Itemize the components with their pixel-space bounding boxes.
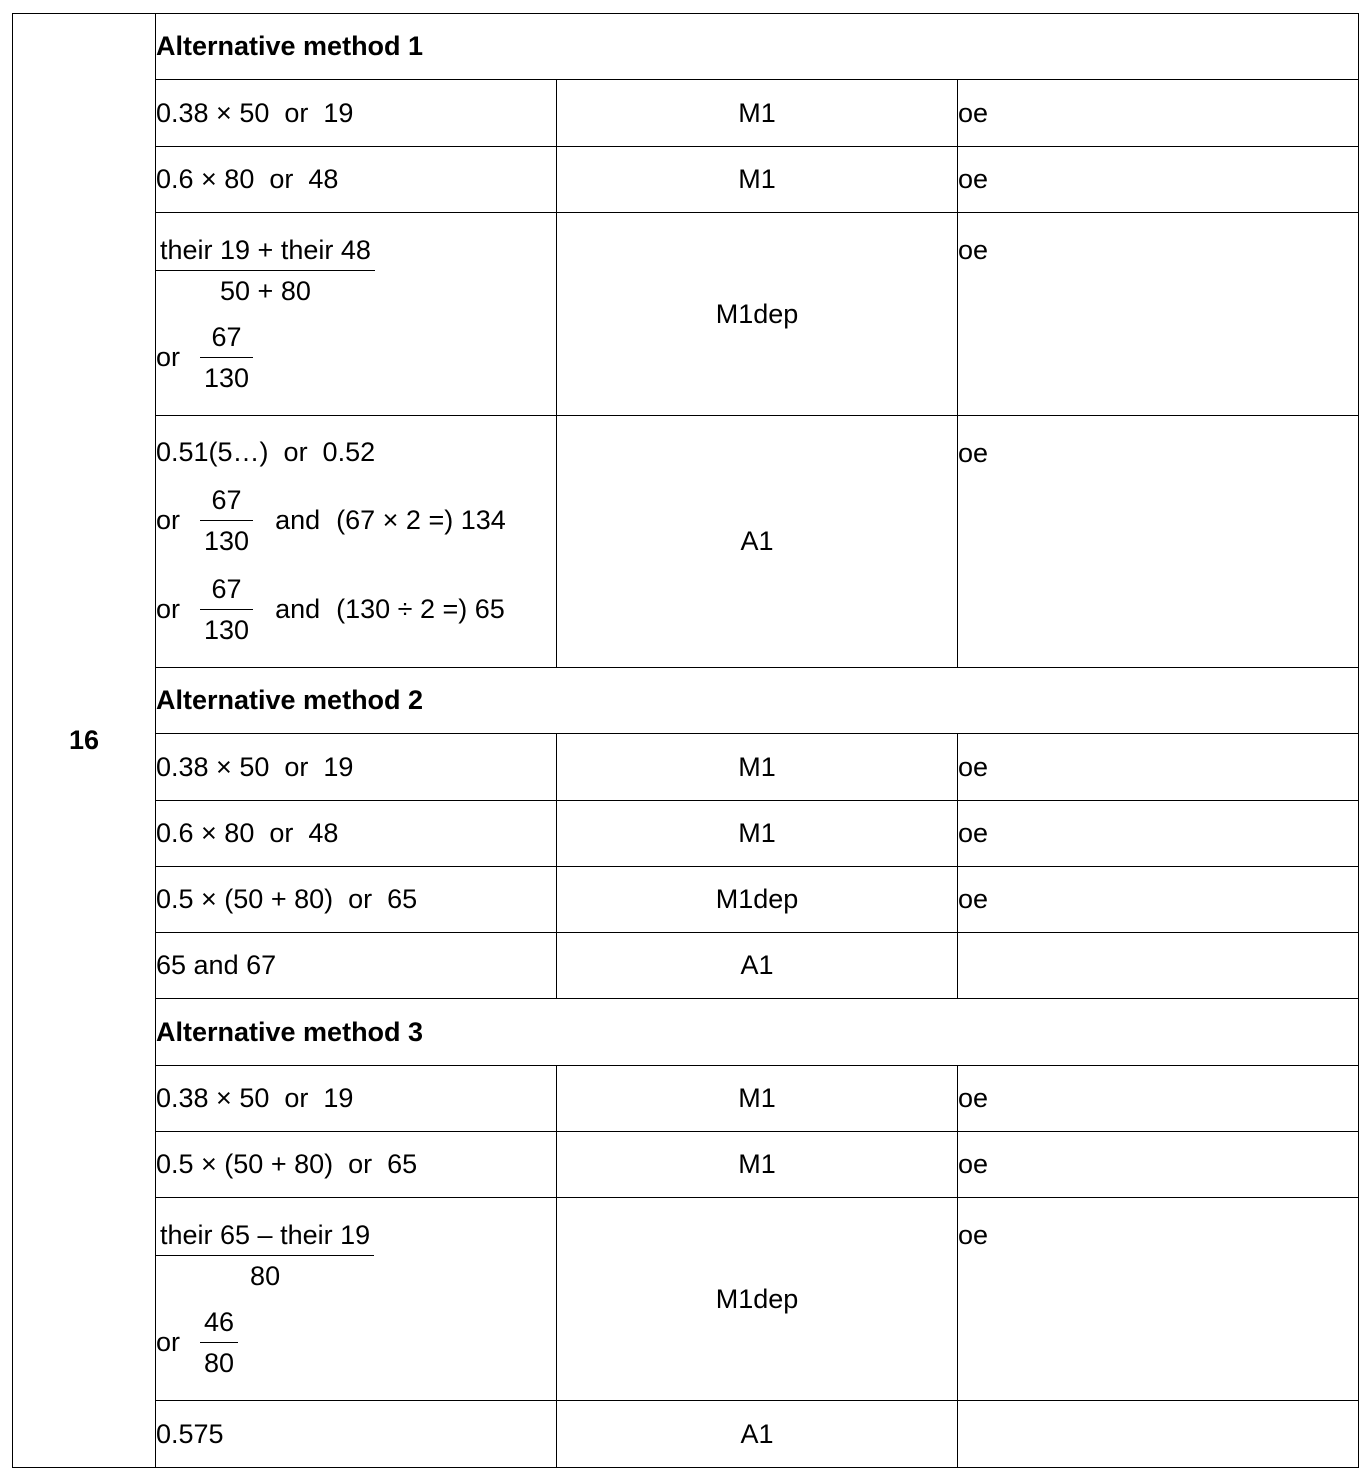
comment-cell: oe xyxy=(958,416,1359,668)
fraction-numerator: 67 xyxy=(200,484,253,521)
table-row xyxy=(13,1132,1359,1198)
table-row xyxy=(13,80,1359,147)
mark-cell: M1dep xyxy=(557,867,958,933)
fraction xyxy=(156,234,375,307)
mark-scheme-table xyxy=(12,13,1359,1468)
fraction-denominator: 130 xyxy=(204,526,250,556)
and-text: and xyxy=(275,594,321,624)
fraction-numerator: 46 xyxy=(200,1306,238,1343)
comment-cell: oe xyxy=(958,213,1359,416)
mark-cell: M1 xyxy=(557,801,958,867)
fraction-numerator: 67 xyxy=(200,573,253,610)
method-heading-row xyxy=(13,999,1359,1066)
comment-cell: oe xyxy=(958,1066,1359,1132)
working-cell: 65 and 67 xyxy=(156,933,557,999)
mark-cell: A1 xyxy=(557,1401,958,1468)
working-cell: 0.5 × (50 + 80) or 65 xyxy=(156,867,557,933)
fraction-numerator: 67 xyxy=(200,321,253,358)
working-cell: 0.38 × 50 or 19 xyxy=(156,80,557,147)
fraction-denominator: 80 xyxy=(250,1261,281,1291)
table-row xyxy=(13,1198,1359,1401)
table-row xyxy=(13,416,1359,668)
method-heading: Alternative method 1 xyxy=(156,14,1359,80)
comment-cell xyxy=(958,933,1359,999)
working-line: 0.51(5…) or 0.52 xyxy=(156,437,376,467)
mark-cell: A1 xyxy=(557,933,958,999)
fraction xyxy=(200,1306,238,1379)
fraction xyxy=(200,321,253,394)
mark-cell: M1 xyxy=(557,1132,958,1198)
or-text: or xyxy=(156,594,181,624)
fraction-denominator: 50 + 80 xyxy=(220,276,311,306)
mark-cell: M1dep xyxy=(557,213,958,416)
working-cell: 0.6 × 80 or 48 xyxy=(156,147,557,213)
mark-cell: M1 xyxy=(557,80,958,147)
table-row xyxy=(13,213,1359,416)
comment-cell: oe xyxy=(958,734,1359,801)
and-text: and xyxy=(275,505,321,535)
table-row xyxy=(13,801,1359,867)
comment-cell xyxy=(958,1401,1359,1468)
working-cell: 0.575 xyxy=(156,1401,557,1468)
or-text: or xyxy=(156,505,181,535)
mark-cell: A1 xyxy=(557,416,958,668)
fraction-numerator: their 65 – their 19 xyxy=(156,1219,374,1256)
comment-cell: oe xyxy=(958,801,1359,867)
working-cell xyxy=(156,1198,557,1401)
fraction xyxy=(200,484,253,557)
question-number: 16 xyxy=(13,14,156,1468)
fraction-numerator: their 19 + their 48 xyxy=(156,234,375,271)
method-heading: Alternative method 3 xyxy=(156,999,1359,1066)
table-row xyxy=(13,867,1359,933)
table-row xyxy=(13,734,1359,801)
table-row xyxy=(13,933,1359,999)
mark-cell: M1 xyxy=(557,147,958,213)
table-row xyxy=(13,147,1359,213)
fraction xyxy=(200,573,253,646)
or-text: or xyxy=(156,1327,181,1357)
comment-cell: oe xyxy=(958,1198,1359,1401)
working-cell: 0.6 × 80 or 48 xyxy=(156,801,557,867)
working-expression: (67 × 2 =) 134 xyxy=(336,505,506,535)
method-heading-row xyxy=(13,14,1359,80)
method-heading: Alternative method 2 xyxy=(156,668,1359,734)
fraction-denominator: 130 xyxy=(204,363,250,393)
mark-cell: M1dep xyxy=(557,1198,958,1401)
working-cell: 0.38 × 50 or 19 xyxy=(156,734,557,801)
mark-cell: M1 xyxy=(557,734,958,801)
working-cell xyxy=(156,213,557,416)
table-row xyxy=(13,1401,1359,1468)
mark-cell: M1 xyxy=(557,1066,958,1132)
working-expression: (130 ÷ 2 =) 65 xyxy=(336,594,505,624)
working-cell xyxy=(156,416,557,668)
fraction-denominator: 130 xyxy=(204,615,250,645)
working-cell: 0.38 × 50 or 19 xyxy=(156,1066,557,1132)
comment-cell: oe xyxy=(958,80,1359,147)
table-row xyxy=(13,1066,1359,1132)
or-text: or xyxy=(156,342,181,372)
comment-cell: oe xyxy=(958,1132,1359,1198)
working-cell: 0.5 × (50 + 80) or 65 xyxy=(156,1132,557,1198)
fraction-denominator: 80 xyxy=(204,1348,235,1378)
method-heading-row xyxy=(13,668,1359,734)
fraction xyxy=(156,1219,374,1292)
comment-cell: oe xyxy=(958,867,1359,933)
comment-cell: oe xyxy=(958,147,1359,213)
